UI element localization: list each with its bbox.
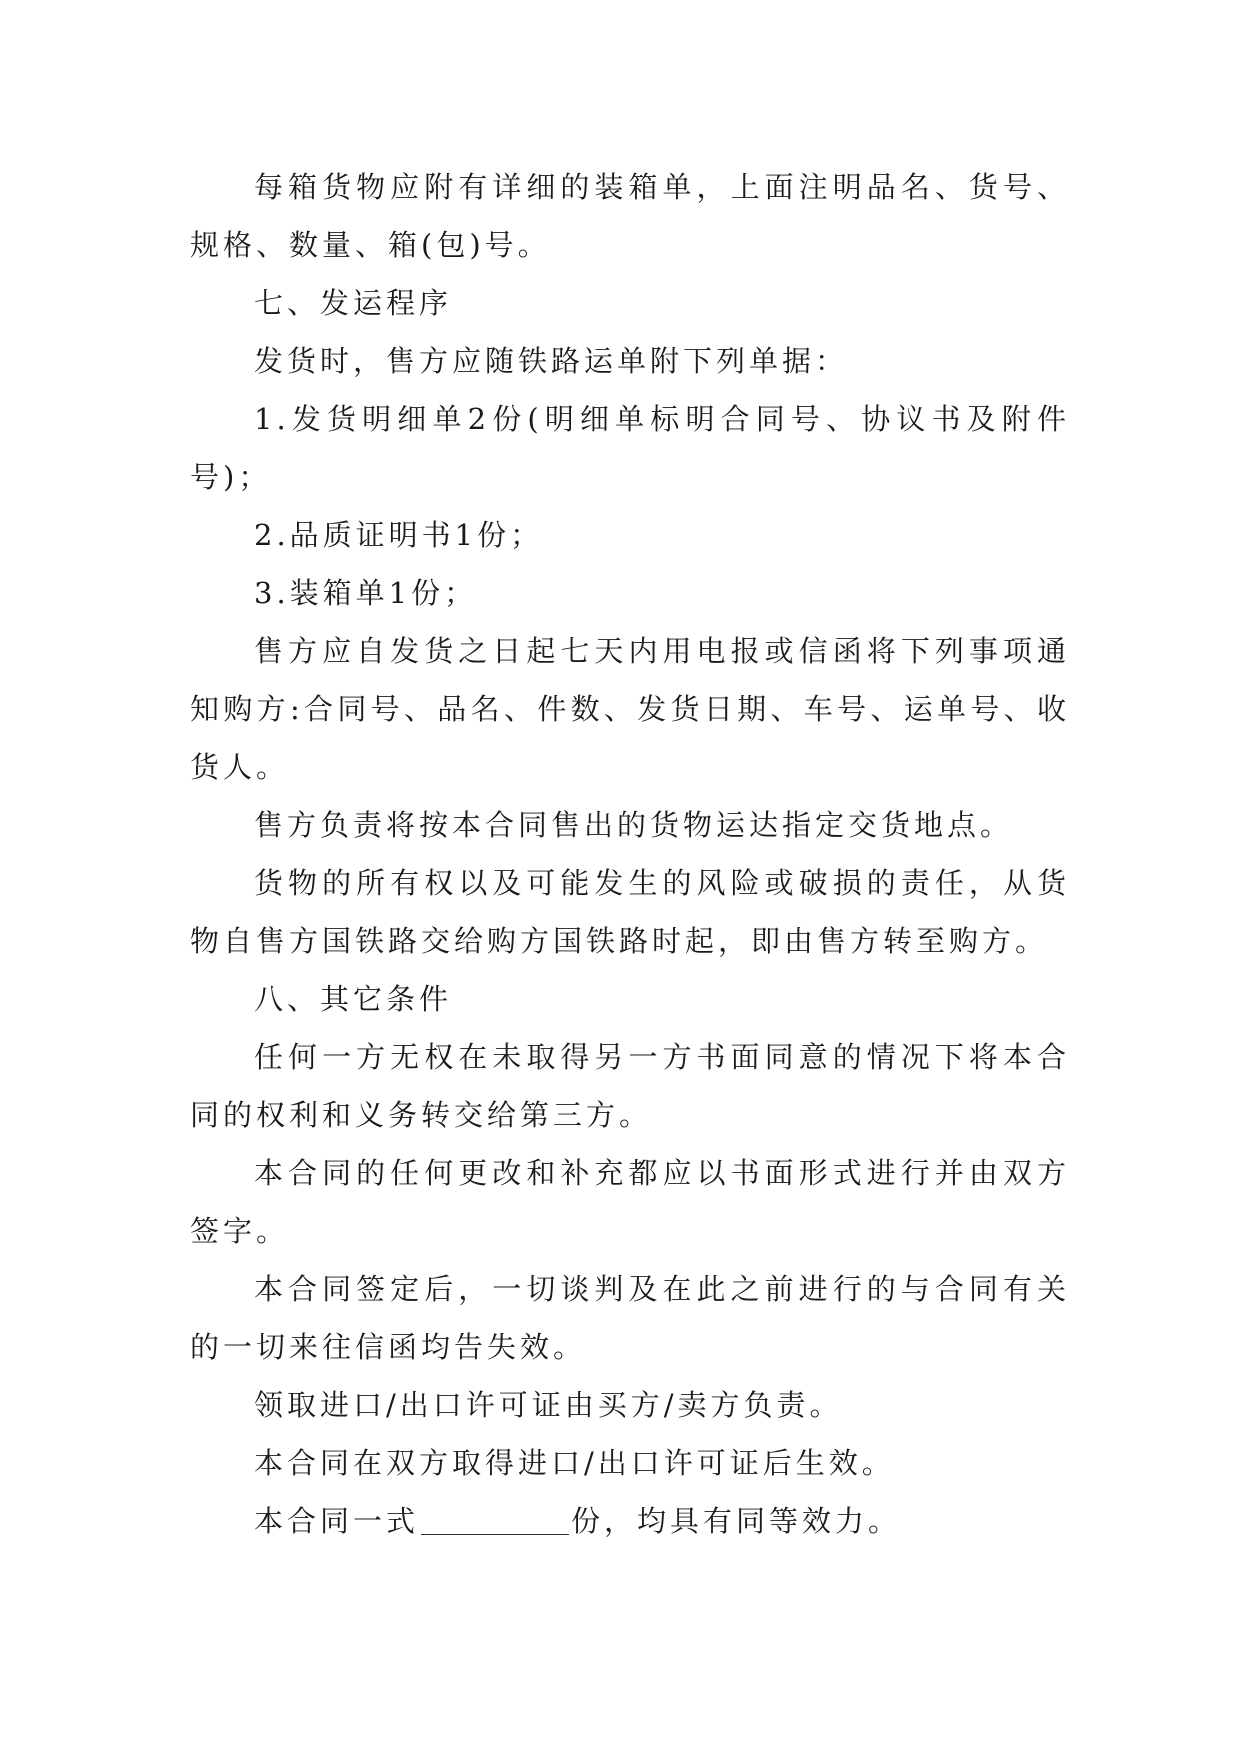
assignment-paragraph: 任何一方无权在未取得另一方书面同意的情况下将本合同的权利和义务转交给第三方。 [190,1040,1070,1132]
list-item-delivery-details: 1.发货明细单2份(明细单标明合同号、协议书及附件号)； [190,402,1070,494]
section-8-heading: 八、其它条件 [254,982,453,1016]
contract-body [190,158,1070,1550]
section-7-heading: 七、发运程序 [254,286,453,320]
copies-text-after: 份，均具有同等效力。 [571,1504,902,1538]
supersede-paragraph: 本合同签定后，一切谈判及在此之前进行的与合同有关的一切来往信函均告失效。 [190,1272,1070,1364]
delivery-responsibility-paragraph: 售方负责将按本合同售出的货物运达指定交货地点。 [254,808,1014,842]
notification-paragraph: 售方应自发货之日起七天内用电报或信函将下列事项通知购方:合同号、品名、件数、发货日期、车号、运单号、收货人。 [190,634,1070,784]
copies-text-before: 本合同一式 [254,1504,420,1538]
list-item-quality-certificate: 2.品质证明书1份； [254,518,544,552]
shipping-documents-intro: 发货时，售方应随铁路运单附下列单据： [254,344,849,378]
copies-paragraph [190,1492,1070,1550]
license-responsibility-paragraph: 领取进口/出口许可证由买方/卖方负责。 [254,1388,843,1422]
copies-blank-line [421,1504,569,1535]
amendment-paragraph: 本合同的任何更改和补充都应以书面形式进行并由双方签字。 [190,1156,1070,1248]
packing-list-paragraph: 每箱货物应附有详细的装箱单，上面注明品名、货号、规格、数量、箱(包)号。 [190,170,1070,262]
list-item-packing-list: 3.装箱单1份； [254,576,478,610]
ownership-risk-paragraph: 货物的所有权以及可能发生的风险或破损的责任，从货物自售方国铁路交给购方国铁路时起，即由售方转至购方。 [190,866,1070,958]
effectiveness-paragraph: 本合同在双方取得进口/出口许可证后生效。 [254,1446,895,1480]
